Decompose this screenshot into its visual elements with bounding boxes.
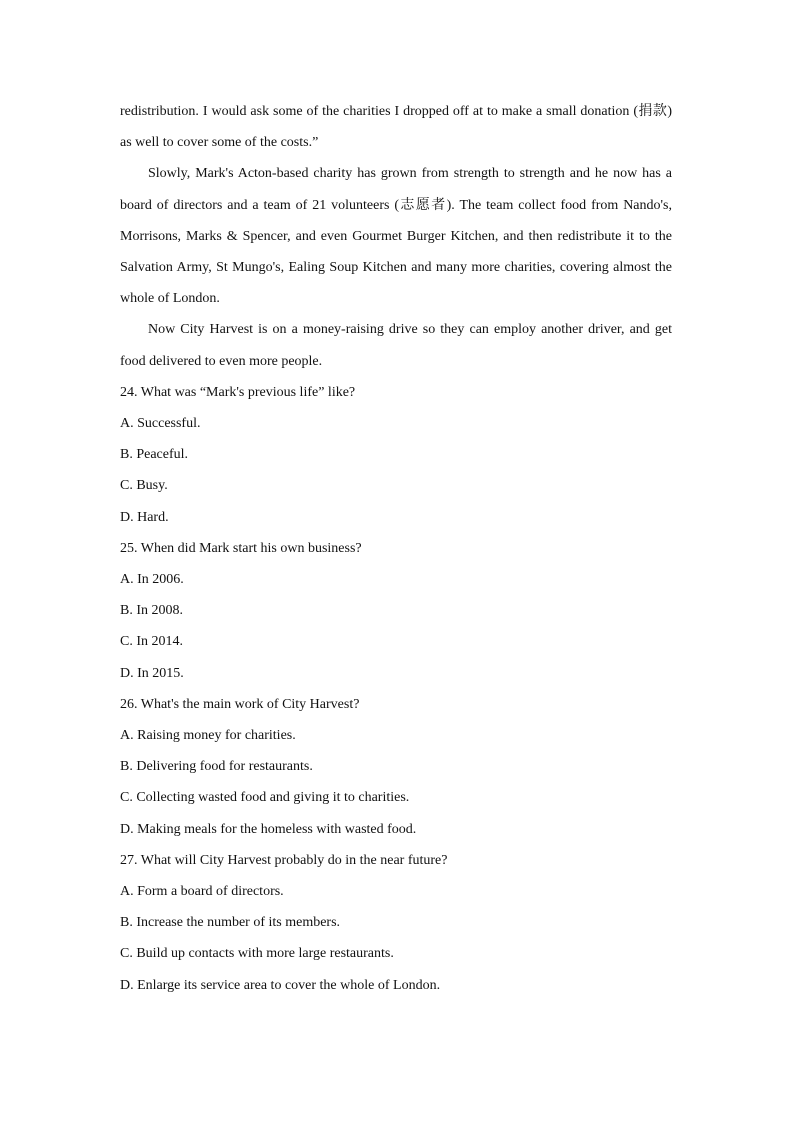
option-d: D. Making meals for the homeless with wasted food. [120,821,417,837]
passage-paragraph-2: Slowly, Mark's Acton-based charity has grown from strength to strength and he now has a board of directors and a team of 21 volunteers (志愿者). The team collect food from Nando's, Morrisons, Marks & Spencer, and even Gourmet Burger Kitchen, and then redistribute it to the Salvation Army, St Mungo's, Ealing Soup Kitchen and many more charities, covering almost the whole of London. [120,166,672,307]
option-b: B. In 2008. [120,603,183,619]
question-27 [120,845,672,1001]
option-b: B. Increase the number of its members. [120,915,341,931]
option-a: A. Successful. [120,416,201,432]
document-body [120,96,672,1001]
option-b: B. Peaceful. [120,447,189,463]
option-d: D. In 2015. [120,665,184,681]
option-d: D. Hard. [120,509,169,525]
question-stem: 26. What's the main work of City Harvest? [120,696,360,712]
option-a: A. Form a board of directors. [120,884,284,900]
passage-paragraph-3: Now City Harvest is on a money-raising drive so they can employ another driver, and get food delivered to even more people. [120,322,672,369]
option-a: A. In 2006. [120,572,184,588]
option-c: C. In 2014. [120,634,183,650]
option-a: A. Raising money for charities. [120,728,296,744]
question-stem: 25. When did Mark start his own business? [120,540,362,556]
option-b: B. Delivering food for restaurants. [120,759,313,775]
option-c: C. Collecting wasted food and giving it to charities. [120,790,410,806]
question-stem: 24. What was “Mark's previous life” like? [120,384,356,400]
passage-continuation: redistribution. I would ask some of the charities I dropped off at to make a small donation (捐款) as well to cover some of the costs.” [120,104,672,151]
question-26 [120,689,672,845]
question-stem: 27. What will City Harvest probably do in the near future? [120,852,448,868]
option-c: C. Busy. [120,478,168,494]
question-25 [120,533,672,689]
option-c: C. Build up contacts with more large restaurants. [120,946,394,962]
option-d: D. Enlarge its service area to cover the whole of London. [120,977,441,993]
question-24 [120,377,672,533]
